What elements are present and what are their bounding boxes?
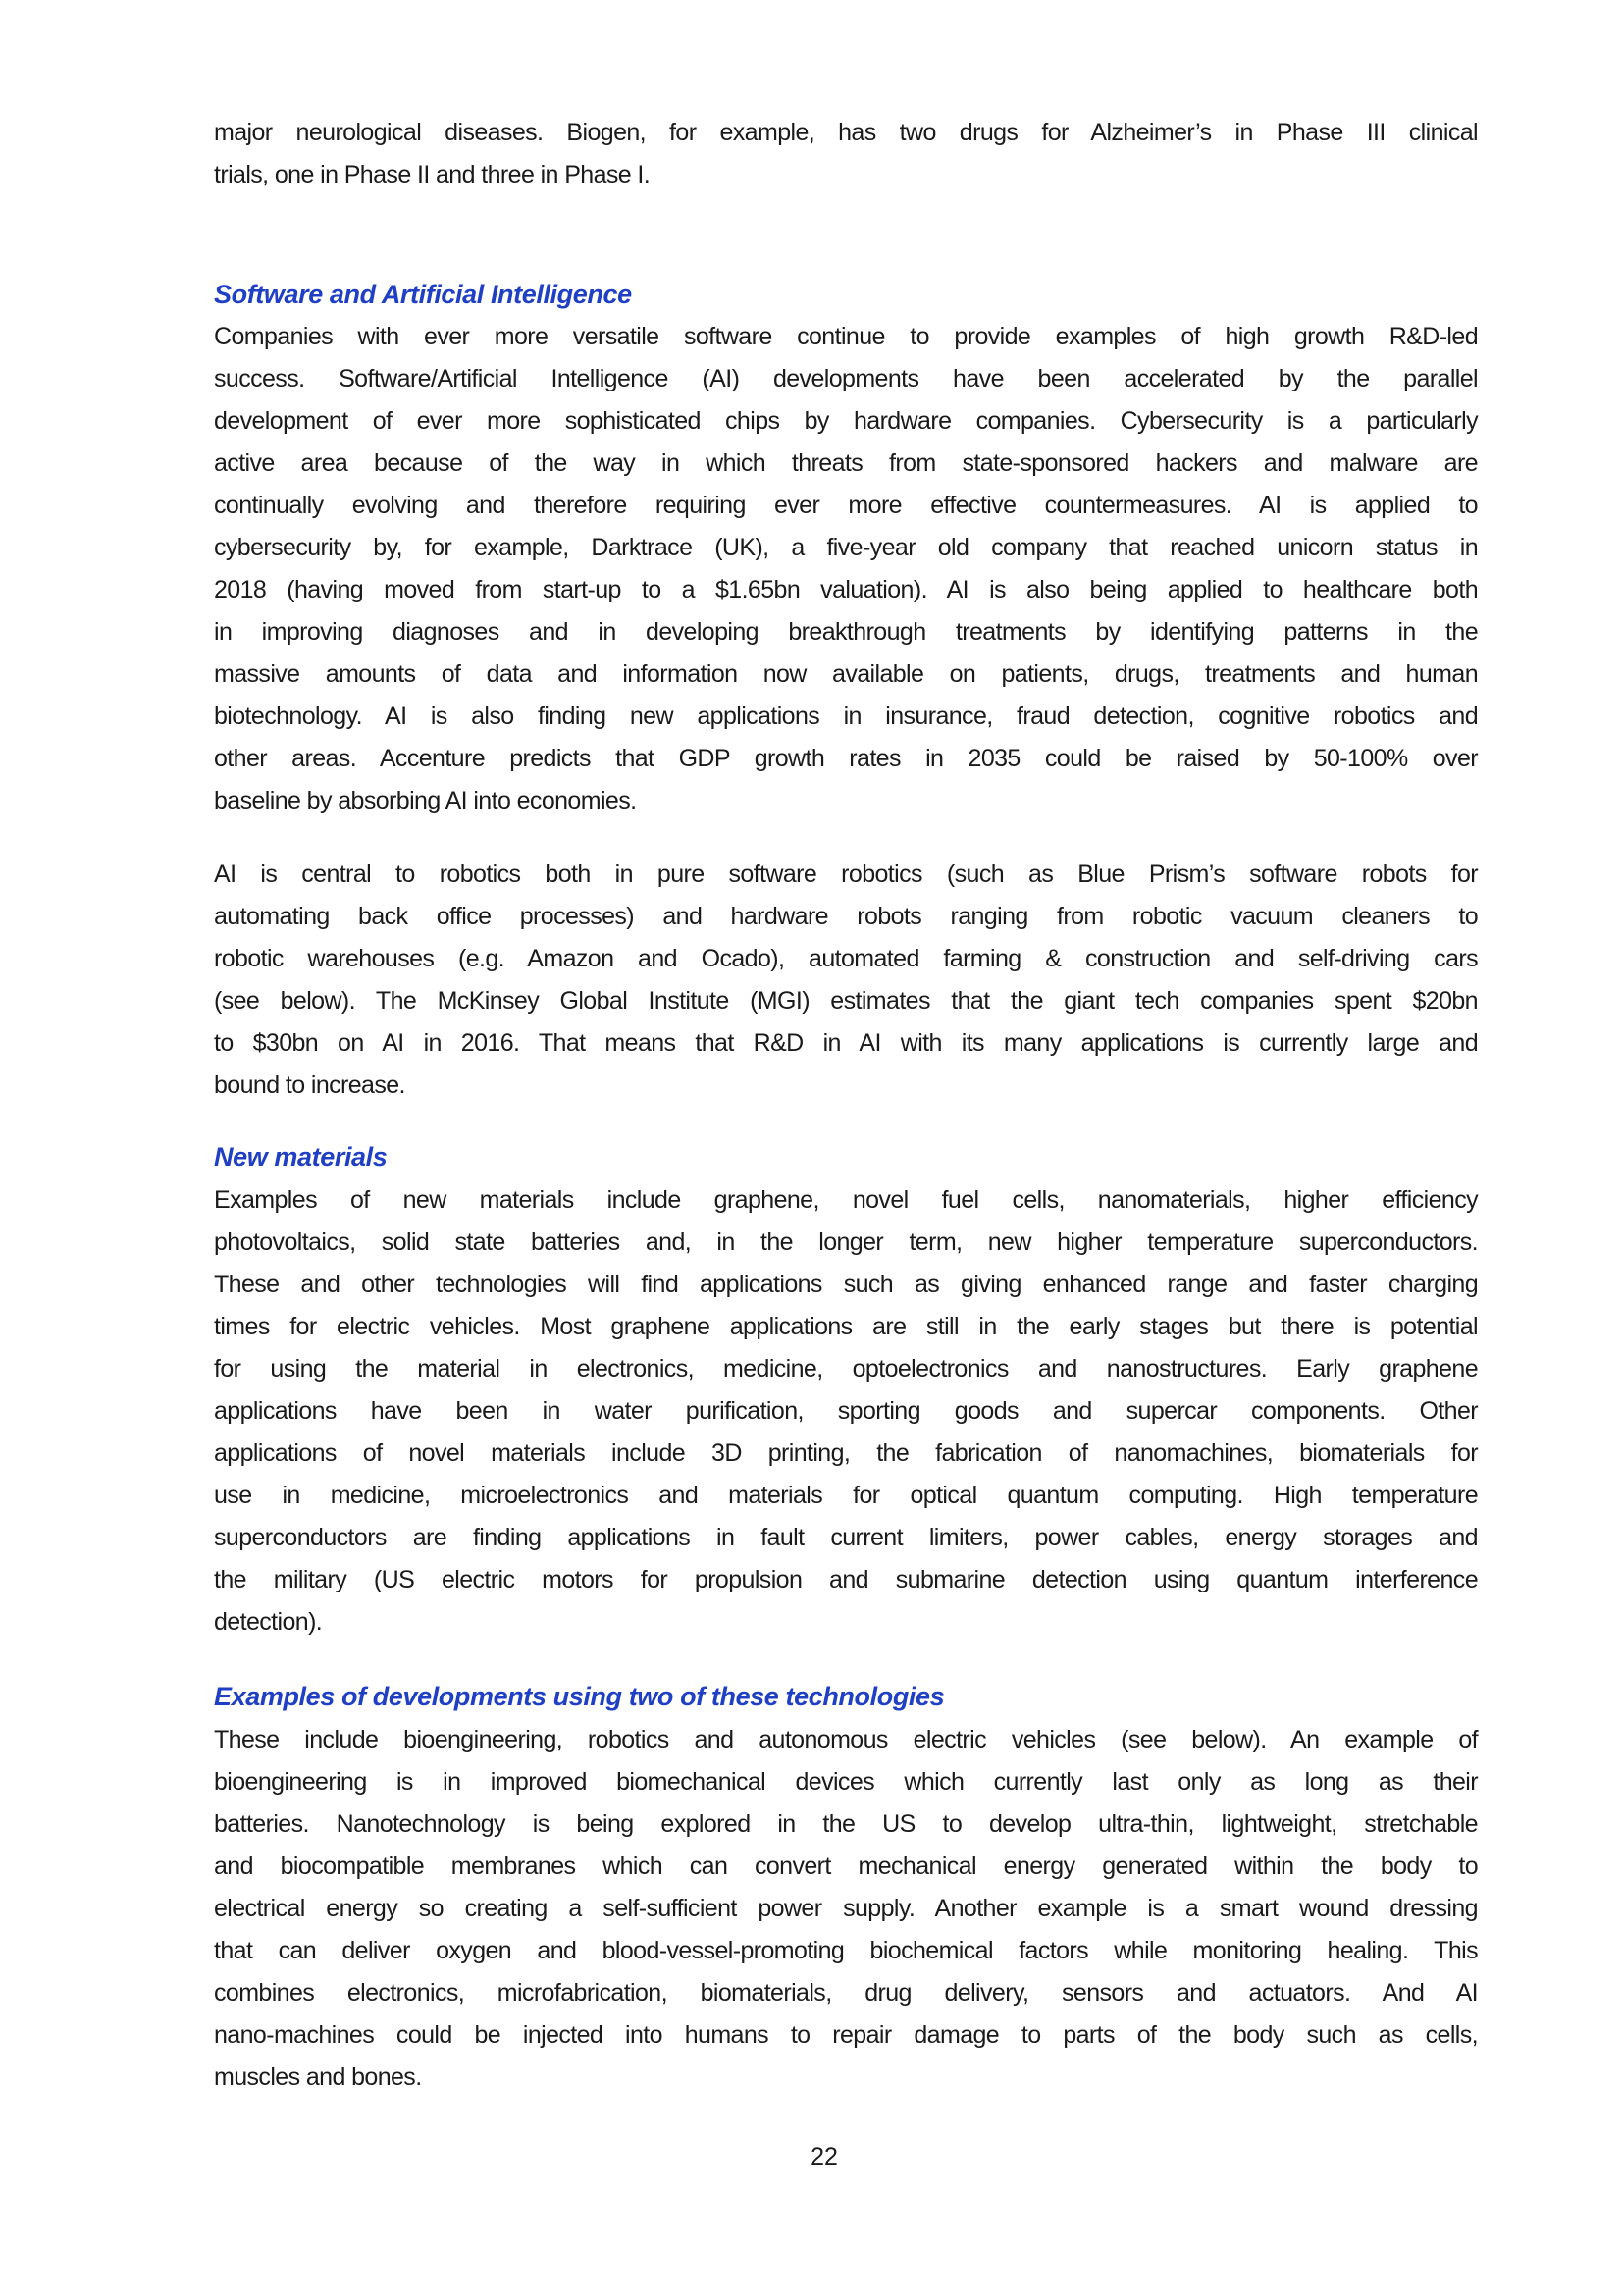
text-line: superconductors are finding applications in fault current limiters, power cables, energy storages and [214,1524,1478,1551]
text-line: continually evolving and therefore requiring ever more effective countermeasures. AI is applied to [214,492,1478,519]
ai-robotics-paragraph [214,854,1478,1107]
text-line: These and other technologies will find applications such as giving enhanced range and faster charging [214,1271,1478,1298]
text-line: Examples of new materials include graphene, novel fuel cells, nanomaterials, higher efficiency [214,1186,1478,1214]
text-line: cybersecurity by, for example, Darktrace (UK), a five-year old company that reached unicorn status in [214,534,1478,561]
text-line: use in medicine, microelectronics and materials for optical quantum computing. High temperature [214,1482,1478,1509]
text-line: active area because of the way in which threats from state-sponsored hackers and malware are [214,449,1478,477]
text-line: major neurological diseases. Biogen, for example, has two drugs for Alzheimer’s in Phase III clinical [214,119,1478,146]
text-line: massive amounts of data and information now available on patients, drugs, treatments and human [214,660,1478,688]
text-line: that can deliver oxygen and blood-vessel-promoting biochemical factors while monitoring healing. This [214,1937,1478,1964]
section-heading: Examples of developments using two of these technologies [214,1682,945,1711]
text-line: applications have been in water purification, sporting goods and supercar components. Other [214,1397,1478,1425]
new-materials-section [214,1179,1478,1644]
text-line: combines electronics, microfabrication, biomaterials, drug delivery, sensors and actuators. And AI [214,1979,1478,2007]
text-line: baseline by absorbing AI into economies. [214,787,637,814]
text-line: 2018 (having moved from start-up to a $1.65bn valuation). AI is also being applied to healthcare both [214,576,1478,603]
text-line: AI is central to robotics both in pure software robotics (such as Blue Prism’s software robots for [214,861,1478,888]
text-line: other areas. Accenture predicts that GDP growth rates in 2035 could be raised by 50-100% over [214,745,1478,772]
text-line: batteries. Nanotechnology is being explored in the US to develop ultra-thin, lightweight, stretchable [214,1810,1478,1838]
text-line: applications of novel materials include 3D printing, the fabrication of nanomachines, biomaterials for [214,1439,1478,1467]
text-line: to $30bn on AI in 2016. That means that R&D in AI with its many applications is currently large and [214,1029,1478,1057]
text-line: success. Software/Artificial Intelligence (AI) developments have been accelerated by the parallel [214,365,1478,392]
text-line: bioengineering is in improved biomechanical devices which currently last only as long as their [214,1768,1478,1796]
text-line: robotic warehouses (e.g. Amazon and Ocado), automated farming & construction and self-driving cars [214,945,1478,972]
text-line: muscles and bones. [214,2063,422,2091]
text-line: (see below). The McKinsey Global Institute (MGI) estimates that the giant tech companies spent $20bn [214,987,1478,1015]
text-line: nano-machines could be injected into humans to repair damage to parts of the body such as cells, [214,2021,1478,2049]
text-line: trials, one in Phase II and three in Phase I. [214,161,651,188]
developments-section [214,1719,1478,2099]
text-line: detection). [214,1608,323,1636]
text-line: development of ever more sophisticated chips by hardware companies. Cybersecurity is a particularly [214,407,1478,435]
page-number: 22 [811,2143,838,2170]
text-line: biotechnology. AI is also finding new applications in insurance, fraud detection, cognitive robotics and [214,703,1478,730]
text-line: and biocompatible membranes which can convert mechanical energy generated within the body to [214,1852,1478,1880]
text-line: bound to increase. [214,1071,405,1099]
text-line: times for electric vehicles. Most graphene applications are still in the early stages but there is potential [214,1313,1478,1340]
text-line: Companies with ever more versatile software continue to provide examples of high growth R&D-led [214,323,1478,350]
text-line: These include bioengineering, robotics and autonomous electric vehicles (see below). An example of [214,1726,1478,1753]
software-ai-section [214,316,1478,822]
text-line: photovoltaics, solid state batteries and, in the longer term, new higher temperature superconductors. [214,1228,1478,1256]
text-line: in improving diagnoses and in developing breakthrough treatments by identifying patterns in the [214,618,1478,646]
intro-paragraph [214,112,1478,196]
text-line: for using the material in electronics, medicine, optoelectronics and nanostructures. Early graphene [214,1355,1478,1383]
text-line: automating back office processes) and hardware robots ranging from robotic vacuum cleaners to [214,903,1478,930]
section-heading: New materials [214,1142,388,1172]
text-line: electrical energy so creating a self-sufficient power supply. Another example is a smart wound dressing [214,1895,1478,1922]
section-heading: Software and Artificial Intelligence [214,280,632,309]
text-line: the military (US electric motors for propulsion and submarine detection using quantum interference [214,1566,1478,1593]
